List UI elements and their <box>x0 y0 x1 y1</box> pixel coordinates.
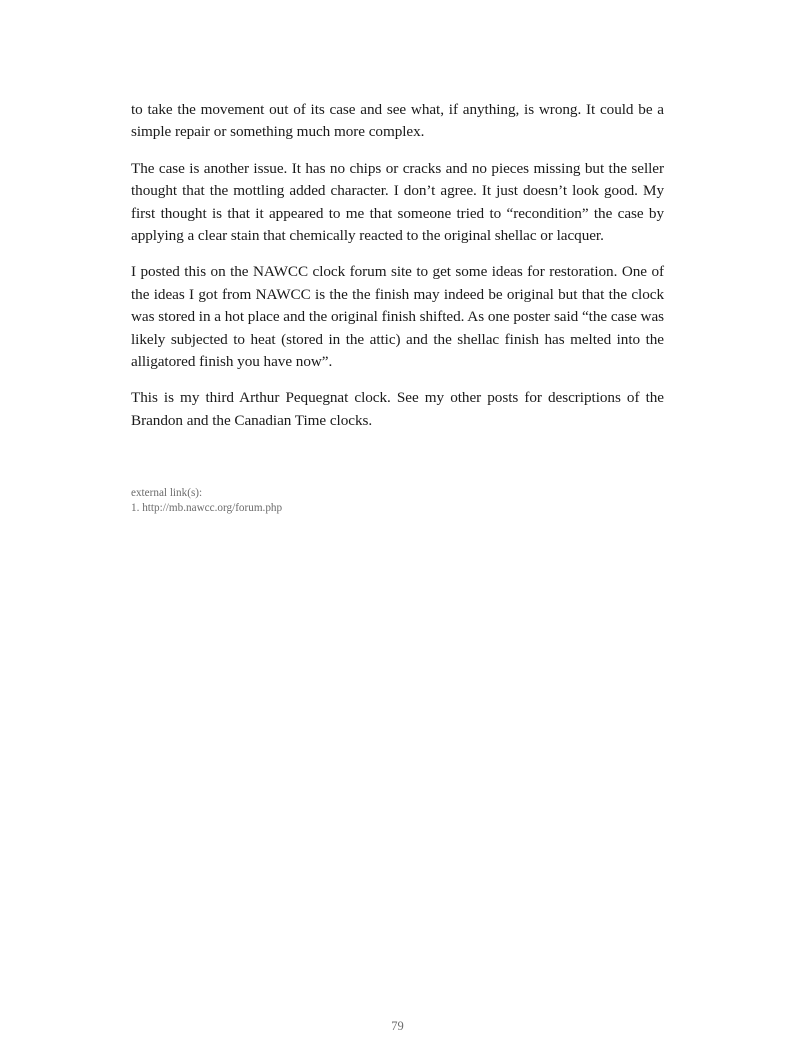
paragraph-nawcc-forum: I posted this on the NAWCC clock forum site to get some ideas for restoration. One of the ideas I got from NAWCC is the the finish may indeed be original but that the clock was stored in a hot place and the original finish shifted. As one poster said “the case was likely subjected to heat (stored in the attic) and the shellac finish has melted into the alligatored finish you have now”. <box>131 263 664 371</box>
paragraph-case-issue: The case is another issue. It has no chips or cracks and no pieces missing but the seller thought that the mottling added character. I don’t agree. It just doesn’t look good. My first thought is that it appeared to me that someone tried to “recondition” the case by applying a clear stain that chemically reacted to the original shellac or lacquer. <box>131 159 664 245</box>
external-links <box>131 486 531 516</box>
paragraph-third-clock: This is my third Arthur Pequegnat clock. See my other posts for descriptions of the Brandon and the Canadian Time clocks. <box>131 389 664 429</box>
paragraph-movement: to take the movement out of its case and see what, if anything, is wrong. It could be a simple repair or something much more complex. <box>131 101 664 141</box>
external-link-1[interactable]: 1. http://mb.nawcc.org/forum.php <box>131 502 283 514</box>
page-number: 79 <box>391 1019 404 1033</box>
body-text <box>131 99 664 446</box>
external-links-heading: external link(s): <box>131 487 203 499</box>
